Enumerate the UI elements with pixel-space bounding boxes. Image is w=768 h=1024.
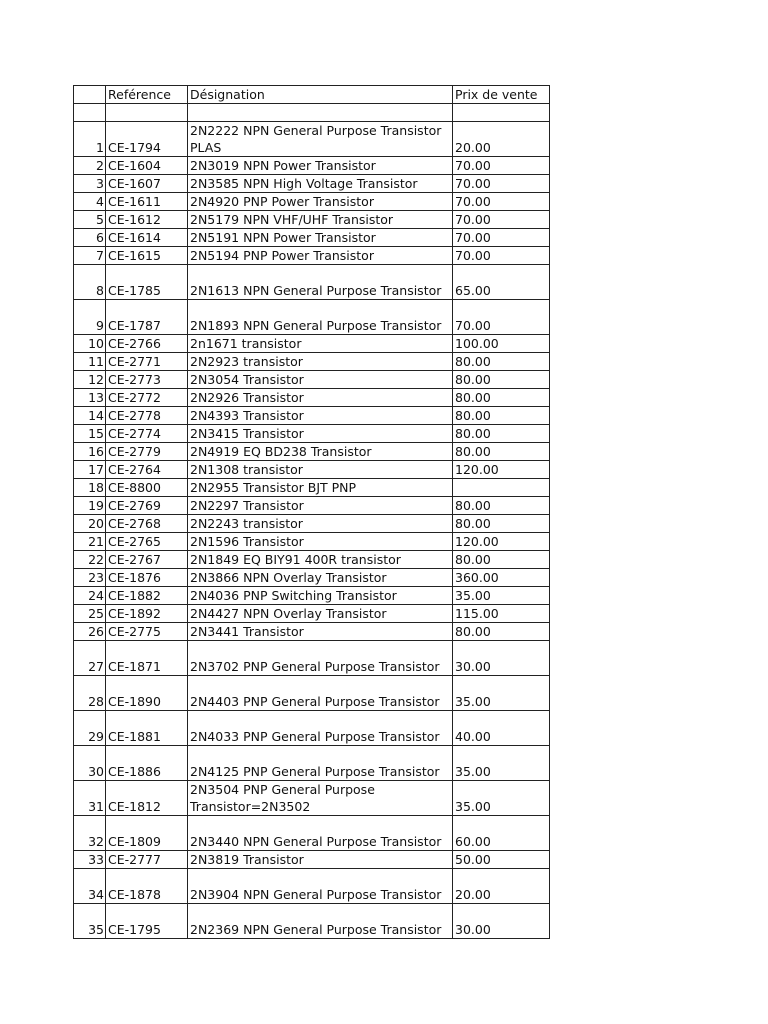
- row-reference: CE-2771: [106, 353, 188, 371]
- row-price: 120.00: [453, 461, 550, 479]
- row-number: 13: [74, 389, 106, 407]
- table-row: [74, 157, 550, 175]
- row-number: 25: [74, 605, 106, 623]
- table-row: [74, 641, 550, 676]
- table-row: [74, 247, 550, 265]
- table-row: [74, 551, 550, 569]
- header-designation: Désignation: [188, 86, 453, 104]
- table-row: [74, 371, 550, 389]
- table-row: [74, 605, 550, 623]
- row-reference: CE-2764: [106, 461, 188, 479]
- table-row: [74, 676, 550, 711]
- row-reference: CE-1611: [106, 193, 188, 211]
- row-price: 70.00: [453, 247, 550, 265]
- table-row: [74, 711, 550, 746]
- row-number: 15: [74, 425, 106, 443]
- row-reference: CE-1795: [106, 904, 188, 939]
- table-row: [74, 353, 550, 371]
- row-reference: CE-1812: [106, 781, 188, 816]
- row-number: 5: [74, 211, 106, 229]
- row-price: [453, 479, 550, 497]
- row-designation: 2N3440 NPN General Purpose Transistor: [188, 816, 453, 851]
- row-designation: 2N4427 NPN Overlay Transistor: [188, 605, 453, 623]
- row-designation: 2N4920 PNP Power Transistor: [188, 193, 453, 211]
- row-price: 30.00: [453, 641, 550, 676]
- row-number: 20: [74, 515, 106, 533]
- row-reference: CE-2772: [106, 389, 188, 407]
- table-row: [74, 211, 550, 229]
- row-designation: 2N2369 NPN General Purpose Transistor: [188, 904, 453, 939]
- price-list-body: [74, 86, 550, 939]
- row-reference: CE-1614: [106, 229, 188, 247]
- row-number: 4: [74, 193, 106, 211]
- row-designation: 2N2297 Transistor: [188, 497, 453, 515]
- row-reference: CE-1809: [106, 816, 188, 851]
- row-price: 100.00: [453, 335, 550, 353]
- row-price: 70.00: [453, 175, 550, 193]
- row-designation: 2N3441 Transistor: [188, 623, 453, 641]
- row-price: 120.00: [453, 533, 550, 551]
- row-number: 31: [74, 781, 106, 816]
- row-number: 8: [74, 265, 106, 300]
- row-designation: 2N3504 PNP General Purpose Transistor=2N3502: [188, 781, 453, 816]
- table-row: [74, 851, 550, 869]
- table-row: [74, 904, 550, 939]
- table-row: [74, 300, 550, 335]
- row-designation: 2N1596 Transistor: [188, 533, 453, 551]
- table-row: [74, 746, 550, 781]
- row-number: 28: [74, 676, 106, 711]
- row-designation: 2N3054 Transistor: [188, 371, 453, 389]
- table-row: [74, 781, 550, 816]
- row-designation: 2N1893 NPN General Purpose Transistor: [188, 300, 453, 335]
- row-number: 16: [74, 443, 106, 461]
- table-row: [74, 229, 550, 247]
- row-price: 80.00: [453, 353, 550, 371]
- table-row: [74, 389, 550, 407]
- row-price: 70.00: [453, 157, 550, 175]
- row-reference: CE-1871: [106, 641, 188, 676]
- blank-cell: [188, 104, 453, 122]
- table-row: [74, 425, 550, 443]
- header-price: Prix de vente: [453, 86, 550, 104]
- row-designation: 2N4125 PNP General Purpose Transistor: [188, 746, 453, 781]
- row-reference: CE-1785: [106, 265, 188, 300]
- row-price: 35.00: [453, 587, 550, 605]
- row-reference: CE-2779: [106, 443, 188, 461]
- row-designation: 2N2243 transistor: [188, 515, 453, 533]
- row-reference: CE-1881: [106, 711, 188, 746]
- row-designation: 2N3415 Transistor: [188, 425, 453, 443]
- row-reference: CE-1607: [106, 175, 188, 193]
- row-price: 30.00: [453, 904, 550, 939]
- row-price: 35.00: [453, 781, 550, 816]
- row-designation: 2N4036 PNP Switching Transistor: [188, 587, 453, 605]
- row-designation: 2N3904 NPN General Purpose Transistor: [188, 869, 453, 904]
- row-reference: CE-1787: [106, 300, 188, 335]
- row-price: 65.00: [453, 265, 550, 300]
- row-number: 1: [74, 122, 106, 157]
- row-number: 7: [74, 247, 106, 265]
- row-price: 80.00: [453, 407, 550, 425]
- row-price: 20.00: [453, 869, 550, 904]
- row-designation: 2N5179 NPN VHF/UHF Transistor: [188, 211, 453, 229]
- row-price: 80.00: [453, 443, 550, 461]
- table-row: [74, 533, 550, 551]
- row-price: 60.00: [453, 816, 550, 851]
- row-reference: CE-1615: [106, 247, 188, 265]
- row-designation: 2N5194 PNP Power Transistor: [188, 247, 453, 265]
- row-number: 29: [74, 711, 106, 746]
- row-price: 80.00: [453, 371, 550, 389]
- table-row: [74, 407, 550, 425]
- blank-cell: [106, 104, 188, 122]
- table-row: [74, 497, 550, 515]
- table-row: [74, 587, 550, 605]
- row-number: 24: [74, 587, 106, 605]
- blank-row: [74, 104, 550, 122]
- row-designation: 2N3019 NPN Power Transistor: [188, 157, 453, 175]
- table-row: [74, 515, 550, 533]
- row-price: 35.00: [453, 746, 550, 781]
- table-row: [74, 265, 550, 300]
- row-reference: CE-2774: [106, 425, 188, 443]
- row-designation: 2N2923 transistor: [188, 353, 453, 371]
- row-reference: CE-1890: [106, 676, 188, 711]
- row-price: 70.00: [453, 193, 550, 211]
- row-number: 27: [74, 641, 106, 676]
- row-number: 21: [74, 533, 106, 551]
- row-number: 23: [74, 569, 106, 587]
- row-designation: 2N3819 Transistor: [188, 851, 453, 869]
- row-reference: CE-2766: [106, 335, 188, 353]
- table-row: [74, 175, 550, 193]
- row-reference: CE-1612: [106, 211, 188, 229]
- row-designation: 2N4393 Transistor: [188, 407, 453, 425]
- row-price: 70.00: [453, 300, 550, 335]
- table-row: [74, 122, 550, 157]
- row-designation: 2N1613 NPN General Purpose Transistor: [188, 265, 453, 300]
- row-reference: CE-2775: [106, 623, 188, 641]
- row-number: 33: [74, 851, 106, 869]
- row-price: 80.00: [453, 623, 550, 641]
- row-price: 80.00: [453, 425, 550, 443]
- row-designation: 2N1849 EQ BIY91 400R transistor: [188, 551, 453, 569]
- row-number: 14: [74, 407, 106, 425]
- row-reference: CE-2765: [106, 533, 188, 551]
- row-price: 70.00: [453, 229, 550, 247]
- row-number: 22: [74, 551, 106, 569]
- row-reference: CE-1886: [106, 746, 188, 781]
- table-row: [74, 869, 550, 904]
- table-row: [74, 461, 550, 479]
- row-number: 17: [74, 461, 106, 479]
- row-number: 2: [74, 157, 106, 175]
- row-number: 26: [74, 623, 106, 641]
- row-designation: 2N3702 PNP General Purpose Transistor: [188, 641, 453, 676]
- table-row: [74, 623, 550, 641]
- row-reference: CE-1878: [106, 869, 188, 904]
- row-reference: CE-2767: [106, 551, 188, 569]
- row-price: 115.00: [453, 605, 550, 623]
- row-designation: 2N3585 NPN High Voltage Transistor: [188, 175, 453, 193]
- row-price: 360.00: [453, 569, 550, 587]
- row-number: 6: [74, 229, 106, 247]
- row-reference: CE-2777: [106, 851, 188, 869]
- table-row: [74, 335, 550, 353]
- row-price: 35.00: [453, 676, 550, 711]
- row-number: 34: [74, 869, 106, 904]
- row-designation: 2N5191 NPN Power Transistor: [188, 229, 453, 247]
- row-number: 3: [74, 175, 106, 193]
- row-number: 10: [74, 335, 106, 353]
- row-price: 20.00: [453, 122, 550, 157]
- row-reference: CE-1604: [106, 157, 188, 175]
- row-price: 80.00: [453, 515, 550, 533]
- table-row: [74, 443, 550, 461]
- row-reference: CE-1876: [106, 569, 188, 587]
- row-designation: 2N1308 transistor: [188, 461, 453, 479]
- row-number: 18: [74, 479, 106, 497]
- row-reference: CE-2778: [106, 407, 188, 425]
- table-row: [74, 479, 550, 497]
- row-designation: 2N3866 NPN Overlay Transistor: [188, 569, 453, 587]
- row-designation: 2n1671 transistor: [188, 335, 453, 353]
- row-number: 11: [74, 353, 106, 371]
- header-num: [74, 86, 106, 104]
- row-designation: 2N2222 NPN General Purpose Transistor PLAS: [188, 122, 453, 157]
- blank-cell: [453, 104, 550, 122]
- table-row: [74, 193, 550, 211]
- header-row: [74, 86, 550, 104]
- row-designation: 2N4403 PNP General Purpose Transistor: [188, 676, 453, 711]
- price-list-table: [73, 85, 550, 939]
- row-reference: CE-1882: [106, 587, 188, 605]
- row-reference: CE-2769: [106, 497, 188, 515]
- row-number: 35: [74, 904, 106, 939]
- table-row: [74, 569, 550, 587]
- table-row: [74, 816, 550, 851]
- row-number: 19: [74, 497, 106, 515]
- row-price: 80.00: [453, 389, 550, 407]
- row-number: 12: [74, 371, 106, 389]
- row-designation: 2N2926 Transistor: [188, 389, 453, 407]
- row-designation: 2N4919 EQ BD238 Transistor: [188, 443, 453, 461]
- row-designation: 2N4033 PNP General Purpose Transistor: [188, 711, 453, 746]
- row-designation: 2N2955 Transistor BJT PNP: [188, 479, 453, 497]
- row-reference: CE-1794: [106, 122, 188, 157]
- row-reference: CE-2768: [106, 515, 188, 533]
- row-reference: CE-8800: [106, 479, 188, 497]
- row-price: 70.00: [453, 211, 550, 229]
- row-reference: CE-1892: [106, 605, 188, 623]
- row-number: 30: [74, 746, 106, 781]
- row-price: 80.00: [453, 497, 550, 515]
- header-reference: Reférence: [106, 86, 188, 104]
- row-number: 32: [74, 816, 106, 851]
- row-price: 50.00: [453, 851, 550, 869]
- row-reference: CE-2773: [106, 371, 188, 389]
- row-price: 80.00: [453, 551, 550, 569]
- blank-cell: [74, 104, 106, 122]
- row-price: 40.00: [453, 711, 550, 746]
- row-number: 9: [74, 300, 106, 335]
